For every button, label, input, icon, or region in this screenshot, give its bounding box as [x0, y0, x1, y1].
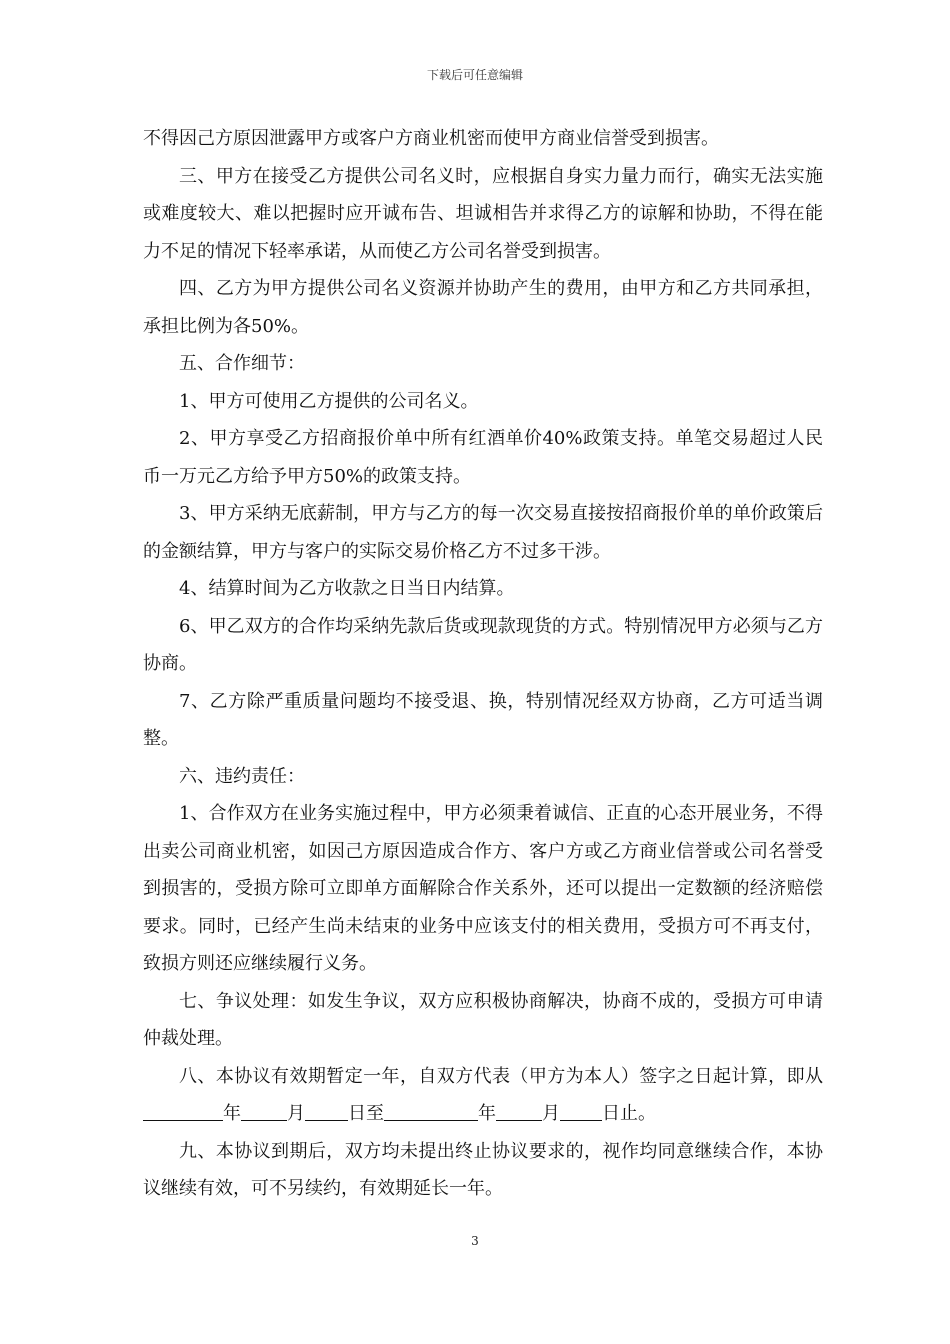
detail-item-7: 7、乙方除严重质量问题均不接受退、换，特别情况经双方协商，乙方可适当调整。 [143, 690, 823, 749]
detail-item-1: 1、甲方可使用乙方提供的公司名义。 [179, 390, 479, 412]
month-label: 月 [542, 1103, 560, 1124]
clause-nine-renewal: 九、本协议到期后，双方均未提出终止协议要求的，视作均同意继续合作，本协议继续有效，可不另续约，有效期延长一年。 [143, 1140, 823, 1199]
clause-eight-validity [143, 1058, 823, 1133]
year-label: 年 [478, 1103, 496, 1124]
detail-item-2: 2、甲方享受乙方招商报价单中所有红酒单价40%政策支持。单笔交易超过人民币一万元乙方给予甲方50%的政策支持。 [143, 428, 823, 487]
year-label: 年 [223, 1103, 241, 1124]
day-end-label: 日止。 [602, 1103, 656, 1124]
month-label: 月 [287, 1103, 305, 1124]
document-body [143, 120, 823, 1208]
start-year-blank[interactable] [143, 1100, 223, 1121]
start-month-blank[interactable] [241, 1100, 287, 1121]
section-heading-cooperation-details: 五、合作细节： [179, 353, 305, 374]
page-number: 3 [471, 1234, 479, 1248]
liability-item-1: 1、合作双方在业务实施过程中，甲方必须秉着诚信、正直的心态开展业务，不得出卖公司商业机密，如因己方原因造成合作方、客户方或乙方商业信誉或公司名誉受到损害的，受损方除可立即单方面解除合作关系外，还可以提出一定数额的经济赔偿要求。同时，已经产生尚未结束的业务中应该支付的相关费用，受损方可不再支付，致损方则还应继续履行义务。 [143, 803, 823, 974]
detail-item-4: 4、结算时间为乙方收款之日当日内结算。 [179, 578, 515, 599]
day-to-label: 日至 [348, 1103, 384, 1124]
validity-text: 八、本协议有效期暂定一年，自双方代表（甲方为本人）签字之日起计算，即从 [179, 1065, 823, 1087]
clause-seven-dispute: 七、争议处理：如发生争议，双方应积极协商解决，协商不成的，受损方可申请仲裁处理。 [143, 990, 823, 1049]
page-header: 下载后可任意编辑 [426, 68, 523, 82]
end-year-blank[interactable] [384, 1100, 478, 1121]
clause-four: 四、乙方为甲方提供公司名义资源并协助产生的费用，由甲方和乙方共同承担，承担比例为各50%。 [143, 278, 823, 337]
paragraph-continuation: 不得因己方原因泄露甲方或客户方商业机密而使甲方商业信誉受到损害。 [143, 128, 719, 149]
detail-item-3: 3、甲方采纳无底薪制，甲方与乙方的每一次交易直接按招商报价单的单价政策后的金额结算，甲方与客户的实际交易价格乙方不过多干涉。 [143, 503, 823, 562]
clause-three: 三、甲方在接受乙方提供公司名义时，应根据自身实力量力而行，确实无法实施或难度较大、难以把握时应开诚布告、坦诚相告并求得乙方的谅解和协助，不得在能力不足的情况下轻率承诺，从而使乙方公司名誉受到损害。 [143, 165, 823, 262]
end-day-blank[interactable] [560, 1100, 602, 1121]
detail-item-6: 6、甲乙双方的合作均采纳先款后货或现款现货的方式。特别情况甲方必须与乙方协商。 [143, 615, 823, 674]
section-heading-liability: 六、违约责任： [179, 765, 305, 787]
start-day-blank[interactable] [305, 1100, 348, 1121]
end-month-blank[interactable] [496, 1100, 542, 1121]
